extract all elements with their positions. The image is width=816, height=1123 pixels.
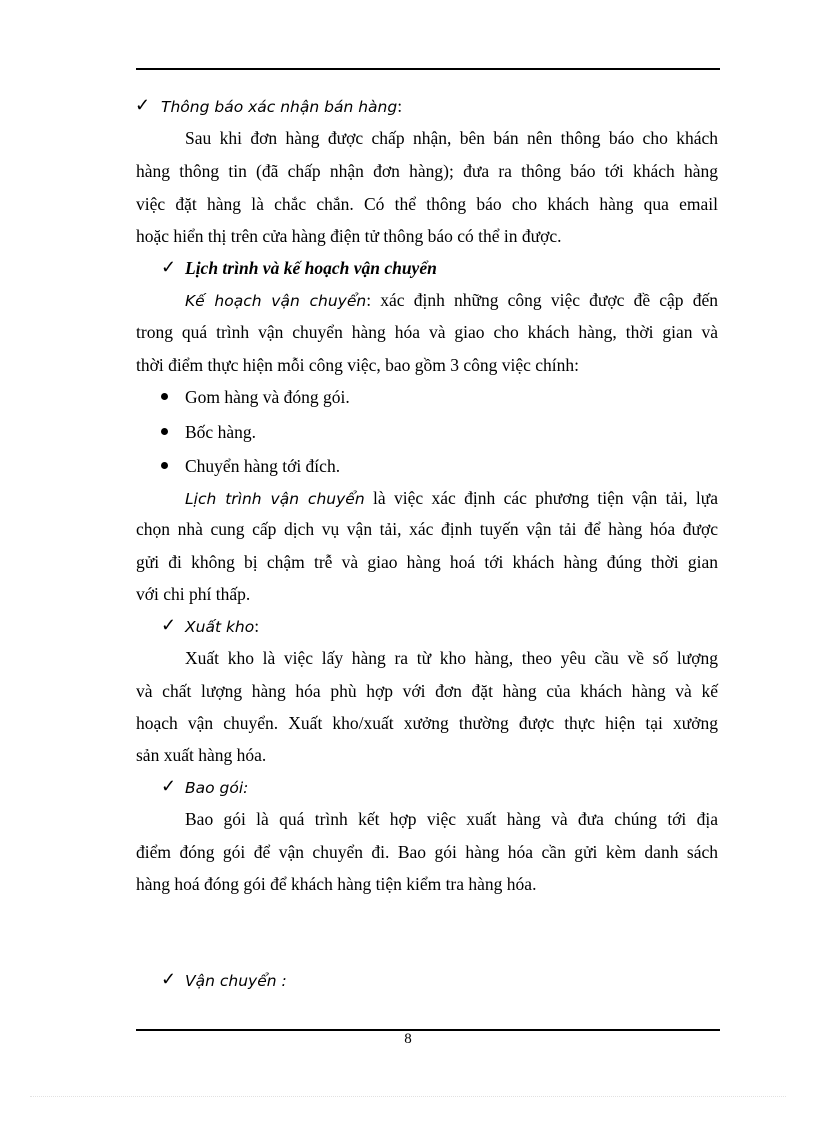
list-item: Gom hàng và đóng gói. <box>185 387 350 407</box>
header-rule <box>136 68 720 70</box>
paragraph-line: Xuất kho là việc lấy hàng ra từ kho hàng, theo yêu cầu về số lượng <box>185 648 718 668</box>
paragraph-line: Kế hoạch vận chuyển: xác định những công việc được đề cập đến <box>185 290 718 310</box>
paragraph-line: hàng hoá đóng gói để khách hàng tiện kiểm tra hàng hóa. <box>136 874 537 894</box>
paragraph-line: Lịch trình vận chuyển là việc xác định các phương tiện vận tải, lựa <box>185 488 718 508</box>
bullet-icon <box>161 393 168 400</box>
list-item: Chuyển hàng tới đích. <box>185 456 341 476</box>
list-item: Bốc hàng. <box>185 422 256 442</box>
paragraph-line: chọn nhà cung cấp dịch vụ vận tải, xác định tuyến vận tải để hàng hóa được <box>136 519 718 539</box>
paragraph-line: điểm đóng gói để vận chuyển đi. Bao gói hàng hóa cần gửi kèm danh sách <box>136 842 718 862</box>
page-number: 8 <box>404 1031 412 1047</box>
checkmark-icon: ✓ <box>161 615 177 635</box>
heading-transport: Vận chuyển : <box>185 972 287 990</box>
paragraph-line: trong quá trình vận chuyển hàng hóa và giao cho khách hàng, thời gian và <box>136 322 718 342</box>
paragraph-line: hoặc hiển thị trên cửa hàng điện tử thông báo có thể in được. <box>136 226 562 246</box>
checkmark-icon: ✓ <box>135 95 151 115</box>
paragraph-line: Sau khi đơn hàng được chấp nhận, bên bán nên thông báo cho khách <box>185 128 718 148</box>
paragraph-line: việc đặt hàng là chắc chắn. Có thể thông báo cho khách hàng qua email <box>136 194 718 214</box>
heading-sales-confirmation: Thông báo xác nhận bán hàng: <box>161 96 403 116</box>
paragraph-line: với chi phí thấp. <box>136 584 251 604</box>
page-edge-divider <box>30 1096 786 1097</box>
paragraph-line: Bao gói là quá trình kết hợp việc xuất hàng và đưa chúng tới địa <box>185 809 718 829</box>
paragraph-line: gửi đi không bị chậm trễ và giao hàng hoá tới khách hàng đúng thời gian <box>136 552 718 572</box>
checkmark-icon: ✓ <box>161 969 177 989</box>
heading-packaging: Bao gói: <box>185 779 249 797</box>
paragraph-line: và chất lượng hàng hóa phù hợp với đơn đặt hàng của khách hàng và kế <box>136 681 718 701</box>
paragraph-line: thời điểm thực hiện mỗi công việc, bao gồm 3 công việc chính: <box>136 355 580 375</box>
paragraph-line: hàng thông tin (đã chấp nhận đơn hàng); đưa ra thông báo tới khách hàng <box>136 161 718 181</box>
heading-shipping-schedule: Lịch trình và kế hoạch vận chuyển <box>185 258 437 278</box>
heading-warehouse-export: Xuất kho: <box>185 616 260 636</box>
paragraph-line: sản xuất hàng hóa. <box>136 745 267 765</box>
bullet-icon <box>161 462 168 469</box>
paragraph-line: hoạch vận chuyển. Xuất kho/xuất xưởng thường được thực hiện tại xưởng <box>136 713 718 733</box>
bullet-icon <box>161 428 168 435</box>
checkmark-icon: ✓ <box>161 776 177 796</box>
checkmark-icon: ✓ <box>161 257 177 277</box>
